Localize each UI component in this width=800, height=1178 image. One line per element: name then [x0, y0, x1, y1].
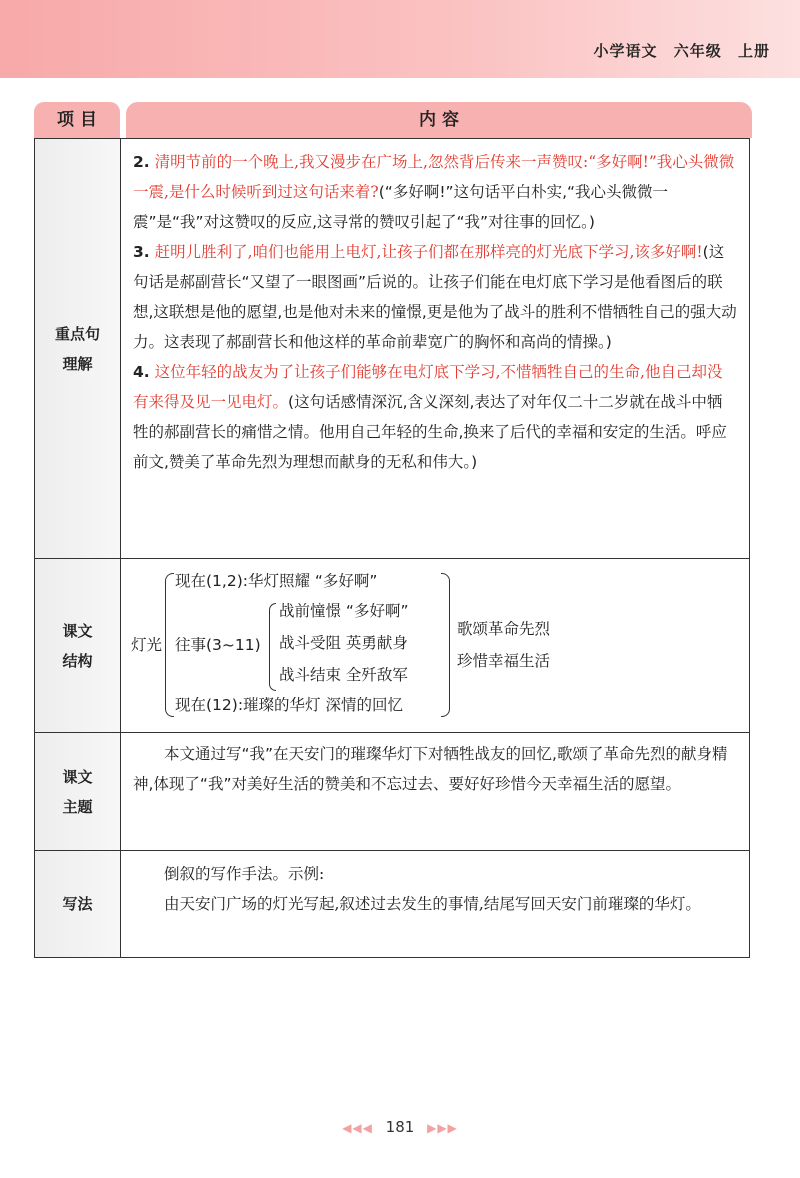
row-label: [35, 559, 121, 732]
structure-conclusion: 歌颂革命先烈: [457, 620, 551, 638]
top-band: [0, 0, 800, 78]
row-body: [121, 733, 749, 850]
quote-explanation: (“多好啊!”这句话平白朴实,“我心头微微一震”是“我”对这赞叹的反应,这寻常的赞叹引起了“我”对往事的回忆。): [133, 183, 669, 231]
left-arrows-icon: ◀◀◀: [342, 1121, 373, 1135]
book-header: [583, 40, 770, 61]
table-row-theme: [35, 733, 749, 851]
table-row-structure: [35, 559, 749, 733]
page-number: 181: [385, 1118, 415, 1136]
row-label-line: 理解: [62, 354, 93, 373]
row-label: [35, 733, 121, 850]
writing-example: 由天安门广场的灯光写起,叙述过去发生的事情,结尾写回天安门前璀璨的华灯。: [164, 895, 701, 913]
sentence-item: [133, 357, 737, 477]
sentence-item: [133, 237, 737, 357]
row-body: [121, 139, 749, 558]
key-quote: 清明节前的一个晚上,我又漫步在广场上,忽然背后传来一声赞叹:“多好啊!”我心头微微一震,是什么时候听到过这句话来着?: [133, 153, 735, 201]
content-table: [34, 102, 752, 958]
row-body: [121, 851, 749, 957]
inner-brace: [269, 603, 276, 691]
writing-line: 倒叙的写作手法。示例:: [164, 865, 325, 883]
item-number: 4.: [133, 363, 150, 381]
outer-brace: [165, 573, 174, 717]
item-number: 3.: [133, 243, 150, 261]
structure-now-2: 现在(12):璀璨的华灯 深情的回忆: [175, 696, 403, 714]
structure-past-item: 战斗结束 全歼敌军: [279, 666, 408, 684]
page-footer: [0, 1118, 800, 1136]
item-column-header: 项 目: [34, 102, 120, 138]
structure-diagram: [121, 559, 749, 732]
right-brace: [441, 573, 450, 717]
structure-past: 往事(3~11): [175, 636, 261, 654]
structure-past-item: 战斗受阻 英勇献身: [279, 634, 408, 652]
row-label-line: 主题: [62, 797, 93, 816]
sentence-item: [133, 147, 737, 237]
row-label-line: 写法: [62, 895, 93, 913]
row-label: [35, 139, 121, 558]
quote-explanation: (这句话感情深沉,含义深刻,表达了对年仅二十二岁就在战斗中牺牲的郝副营长的痛惜之情。他用自己年轻的生命,换来了后代的幸福和安定的生活。呼应前文,赞美了革命先烈为理想而献身的无私和伟大。): [133, 393, 727, 471]
grade-label: 六年级: [673, 42, 722, 60]
structure-root: 灯光: [131, 636, 163, 654]
row-label-line: 结构: [62, 651, 93, 670]
key-quote: 赶明儿胜利了,咱们也能用上电灯,让孩子们都在那样亮的灯光底下学习,该多好啊!: [154, 243, 703, 261]
theme-text: 本文通过写“我”在天安门的璀璨华灯下对牺牲战友的回忆,歌颂了革命先烈的献身精神,体现了“我”对美好生活的赞美和不忘过去、要好好珍惜今天幸福生活的愿望。: [133, 745, 728, 793]
quote-explanation: (这句话是郝副营长“又望了一眼图画”后说的。让孩子们能在电灯底下学习是他看图后的联想,这联想是他的愿望,也是他对未来的憧憬,更是他为了战斗的胜利不惜牺牲自己的强大动力。这表现了郝副营长和他这样的革命前辈宽广的胸怀和高尚的情操。): [133, 243, 737, 351]
table-row-writing: [35, 851, 749, 957]
table-grid: [34, 138, 750, 958]
content-column-header: 内 容: [126, 102, 752, 138]
row-label-line: 重点句: [54, 324, 100, 343]
structure-now-1: 现在(1,2):华灯照耀 “多好啊”: [175, 572, 378, 590]
structure-conclusion: 珍惜幸福生活: [457, 652, 551, 670]
key-quote: 这位年轻的战友为了让孩子们能够在电灯底下学习,不惜牺牲自己的生命,他自己却没有来得及见一见电灯。: [133, 363, 723, 411]
volume-label: 上册: [737, 42, 770, 60]
row-label-line: 课文: [62, 767, 93, 786]
right-arrows-icon: ▶▶▶: [427, 1121, 458, 1135]
structure-past-item: 战前憧憬 “多好啊”: [279, 602, 409, 620]
item-number: 2.: [133, 153, 150, 171]
row-label-line: 课文: [62, 621, 93, 640]
table-row-key-sentences: [35, 139, 749, 559]
subject-label: 小学语文: [593, 42, 658, 60]
row-label: [35, 851, 121, 957]
